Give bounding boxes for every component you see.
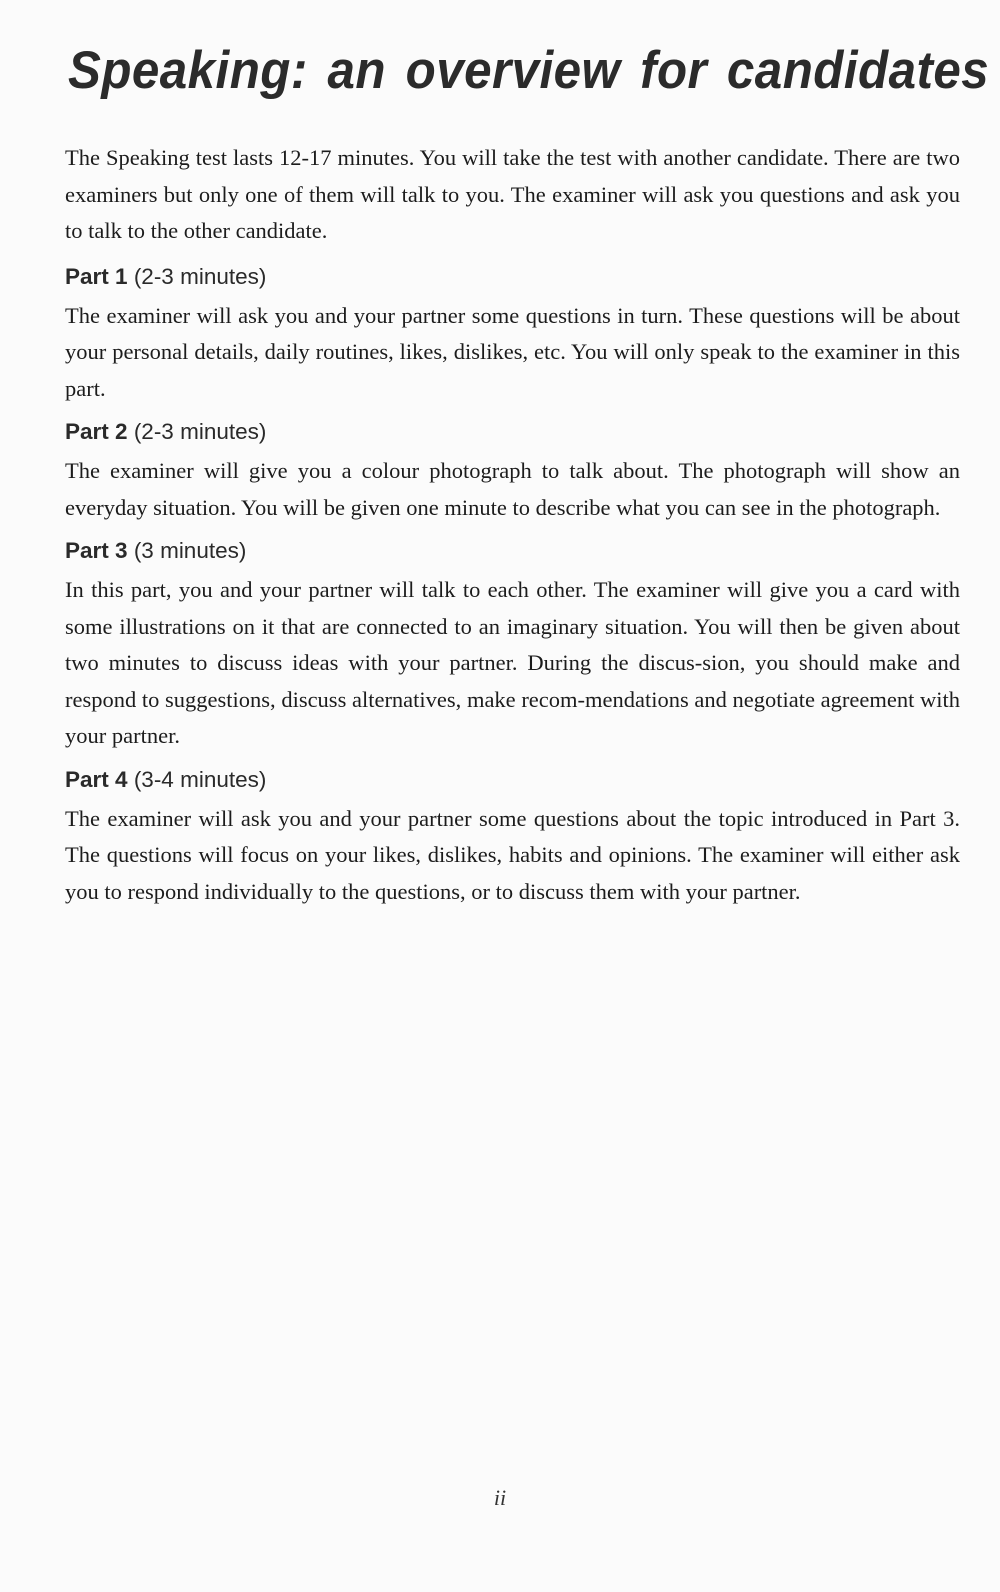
part-1-text: The examiner will ask you and your partner some questions in turn. These questions will be about your personal details, daily routines, likes, dislikes, etc. You will only speak to the examiner in this part.	[65, 302, 960, 401]
content	[65, 140, 960, 920]
part-1-heading	[65, 262, 960, 292]
part-2-duration: (2-3 minutes)	[133, 419, 267, 444]
part-1-label: Part 1	[65, 263, 128, 289]
part-4-text: The examiner will ask you and your partner some questions about the topic introduced in Part 3. The questions will focus on your likes, dislikes, habits and opinions. The examiner will either ask you to respond individually to the questions, or to discuss them with your partner.	[65, 805, 960, 904]
page-number: ii	[493, 1485, 507, 1510]
part-3-text: In this part, you and your partner will talk to each other. The examiner will give you a card with some illustrations on it that are connected to an imaginary situation. You will then be given about two minutes to discuss ideas with your partner. During the discus-sion, you should make and respond to suggestions, discuss alternatives, make recom-mendations and negotiate agreement with your partner.	[65, 577, 960, 748]
part-3-duration: (3 minutes)	[133, 538, 247, 563]
part-3-label: Part 3	[65, 538, 128, 563]
part-3-section	[65, 536, 960, 755]
part-2-heading	[65, 417, 960, 447]
part-4-section	[65, 765, 960, 911]
part-2-label: Part 2	[65, 419, 128, 444]
part-1-section	[65, 262, 960, 408]
intro-paragraph: The Speaking test lasts 12-17 minutes. You will take the test with another candidate. There are two examiners but only one of them will talk to you. The examiner will ask you questions and ask you to talk to the other candidate.	[65, 145, 960, 243]
page-title: Speaking: an overview for candidates	[68, 41, 990, 100]
part-4-duration: (3-4 minutes)	[133, 766, 267, 792]
part-4-label: Part 4	[65, 766, 128, 792]
part-2-section	[65, 417, 960, 526]
part-3-heading	[65, 536, 960, 566]
part-4-heading	[65, 765, 960, 795]
part-2-text: The examiner will give you a colour photograph to talk about. The photograph will show an everyday situation. You will be given one minute to describe what you can see in the photograph.	[65, 458, 960, 520]
part-1-duration: (2-3 minutes)	[133, 263, 267, 289]
